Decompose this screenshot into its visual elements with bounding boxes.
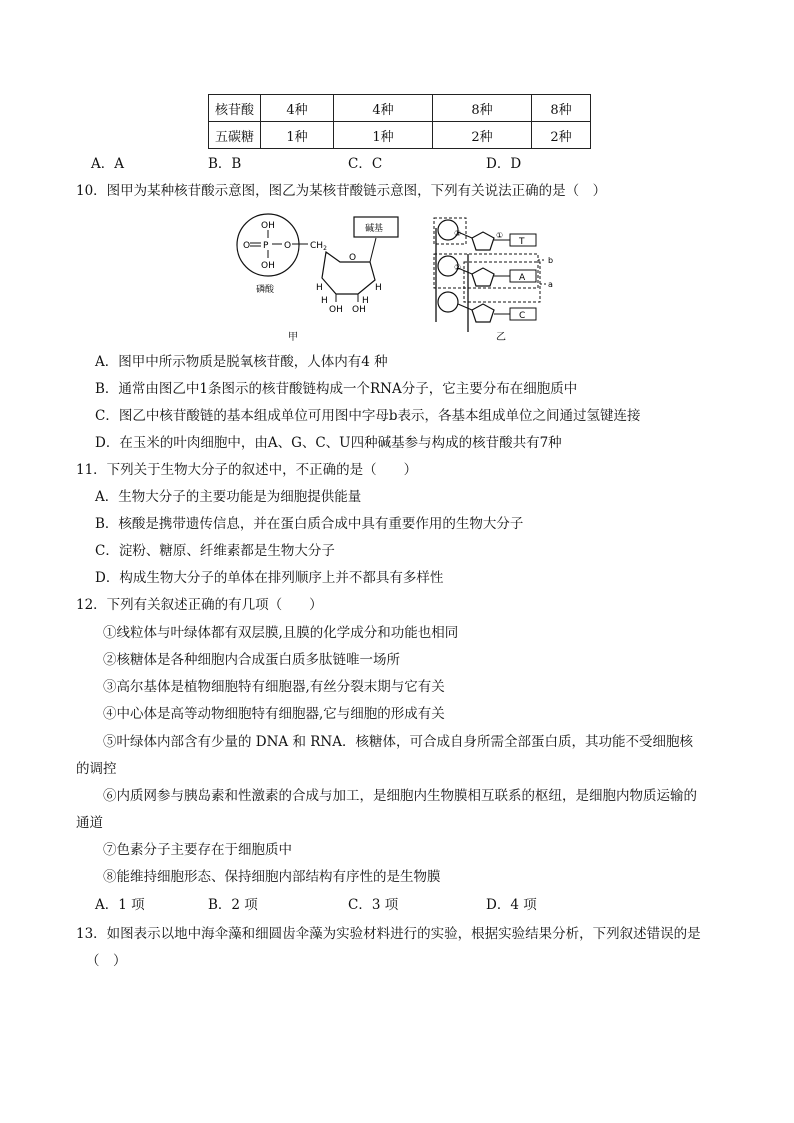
q9-option-b: B．B — [208, 156, 242, 172]
q9-option-c: C．C — [348, 156, 383, 172]
label-1: ① — [496, 231, 504, 240]
q12-item-7: ⑦色素分子主要存在于细胞质中 — [103, 842, 292, 858]
base-c: C — [519, 311, 526, 321]
table-row — [209, 95, 591, 122]
q10-stem: 10．图甲为某种核苷酸示意图，图乙为某核苷酸链示意图，下列有关说法正确的是（ ） — [76, 183, 607, 199]
q13-stem-cont: （ ） — [86, 953, 127, 969]
table-cell: 8种 — [532, 95, 591, 122]
label-a: a — [548, 280, 553, 289]
q11-option-d: D．构成生物大分子的单体在排列顺序上并不都具有多样性 — [95, 570, 444, 586]
label-b: b — [548, 256, 554, 265]
q10-option-a: A．图甲中所示物质是脱氧核苷酸，人体内有4 种 — [95, 354, 388, 370]
q9-option-d: D．D — [486, 156, 522, 172]
h-atom: H — [375, 283, 382, 293]
nucleotide-chain-figure-yi — [428, 210, 568, 344]
q12-item-2: ②核糖体是各种细胞内合成蛋白质多肽链唯一场所 — [103, 652, 400, 668]
label-3: ③ — [454, 229, 462, 238]
oh-bottom: OH — [261, 261, 275, 271]
q11-stem: 11．下列关于生物大分子的叙述中，不正确的是（ ） — [76, 462, 418, 478]
base-label: 碱基 — [365, 224, 384, 234]
q11-option-c: C．淀粉、糖原、纤维素都是生物大分子 — [95, 543, 335, 559]
q12-option-a: A．1 项 — [95, 897, 145, 913]
table-cell: 2种 — [433, 122, 532, 149]
o-right: O — [284, 241, 292, 251]
nucleotide-table — [208, 94, 591, 149]
nucleotide-figure-jia — [232, 208, 402, 344]
oh-top: OH — [261, 221, 275, 231]
h-atom: H — [321, 296, 328, 306]
q12-option-b: B．2 项 — [208, 897, 258, 913]
label-2: ② — [454, 263, 462, 272]
q12-item-6-cont: 通道 — [76, 815, 103, 831]
q12-item-5-cont: 的调控 — [76, 761, 117, 777]
ch2-label: $CH_2$ — [310, 241, 327, 252]
q9-option-a: A．A — [91, 156, 124, 172]
q10-option-c: C．图乙中核苷酸链的基本组成单位可用图中字母b表示，各基本组成单位之间通过氢键连接 — [95, 408, 641, 424]
q13-stem: 13．如图表示以地中海伞藻和细圆齿伞藻为实验材料进行的实验，根据实验结果分析，下列叙述错误的是 — [76, 926, 701, 942]
figure-yi-caption: 乙 — [496, 332, 506, 343]
q11-option-a: A．生物大分子的主要功能是为细胞提供能量 — [95, 489, 362, 505]
table-cell: 五碳糖 — [209, 122, 261, 149]
oh-right: OH — [352, 305, 366, 315]
h-atom: H — [316, 283, 323, 293]
oh-left: OH — [329, 305, 343, 315]
q12-item-3: ③高尔基体是植物细胞特有细胞器,有丝分裂末期与它有关 — [103, 679, 445, 695]
table-cell: 1种 — [261, 122, 334, 149]
table-row — [209, 122, 591, 149]
ring-oxygen: O — [349, 253, 357, 263]
o-left: O — [243, 241, 251, 251]
q12-option-d: D．4 项 — [486, 897, 537, 913]
table-cell: 8种 — [433, 95, 532, 122]
base-t: T — [519, 237, 525, 247]
q12-item-4: ④中心体是高等动物细胞特有细胞器,它与细胞的形成有关 — [103, 706, 445, 722]
figure-jia-caption: 甲 — [288, 332, 298, 343]
table-cell: 4种 — [261, 95, 334, 122]
q12-item-6: ⑥内质网参与胰岛素和性激素的合成与加工，是细胞内生物膜相互联系的枢纽，是细胞内物质运输的 — [103, 788, 697, 804]
q11-option-b: B．核酸是携带遗传信息，并在蛋白质合成中具有重要作用的生物大分子 — [95, 516, 524, 532]
base-a: A — [519, 273, 526, 283]
q12-stem: 12．下列有关叙述正确的有几项（ ） — [76, 597, 323, 613]
table-cell: 1种 — [334, 122, 433, 149]
q10-option-d: D．在玉米的叶肉细胞中，由A、G、C、U四种碱基参与构成的核苷酸共有7种 — [95, 435, 562, 451]
p-atom: P — [263, 241, 269, 251]
q12-item-1: ①线粒体与叶绿体都有双层膜,且膜的化学成分和功能也相同 — [103, 625, 459, 641]
q12-option-c: C．3 项 — [348, 897, 399, 913]
q12-item-8: ⑧能维持细胞形态、保持细胞内部结构有序性的是生物膜 — [103, 869, 441, 885]
q10-option-b: B．通常由图乙中1条图示的核苷酸链构成一个RNA分子，它主要分布在细胞质中 — [95, 381, 578, 397]
table-cell: 核苷酸 — [209, 95, 261, 122]
q12-item-5: ⑤叶绿体内部含有少量的 DNA 和 RNA．核糖体，可合成自身所需全部蛋白质，其功能不受细胞核 — [103, 734, 693, 750]
h-atom: H — [362, 296, 369, 306]
table-cell: 4种 — [334, 95, 433, 122]
phosphate-label: 磷酸 — [256, 285, 275, 295]
table-cell: 2种 — [532, 122, 591, 149]
